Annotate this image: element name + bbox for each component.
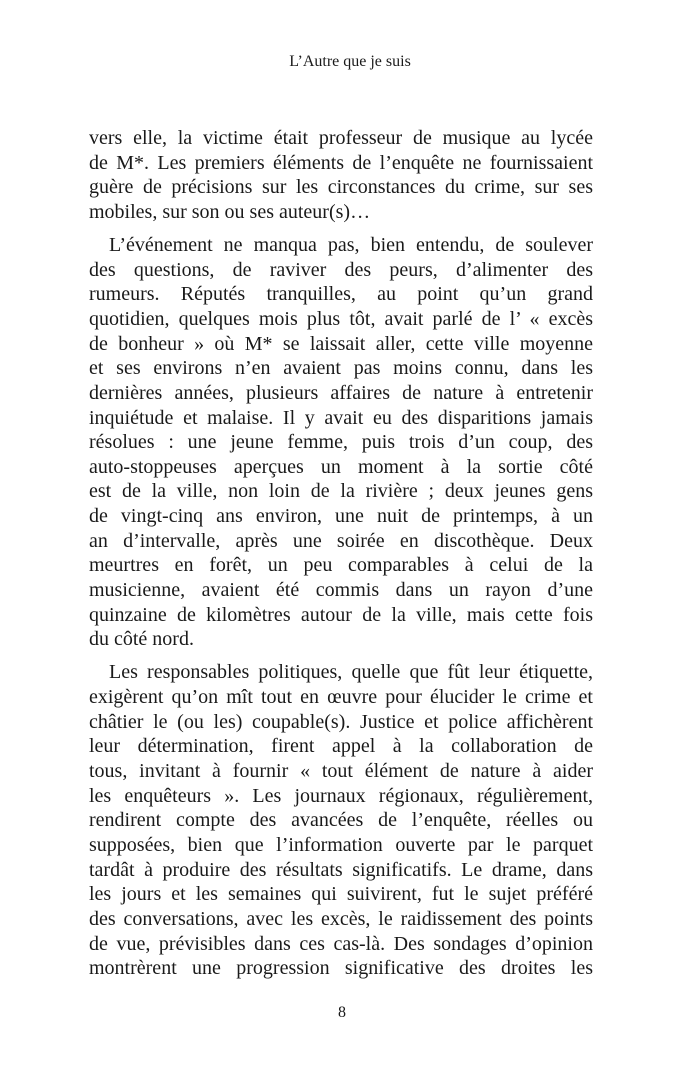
text-line: les jours et les semaines qui suivirent, fut le sujet préféré xyxy=(89,883,593,906)
text-line: leur détermination, firent appel à la collaboration de xyxy=(89,735,593,758)
text-line: musicienne, avaient été commis dans un rayon d’une xyxy=(89,579,593,602)
text-line: Les responsables politiques, quelle que fût leur étiquette, xyxy=(109,661,593,684)
text-line: les enquêteurs ». Les journaux régionaux, régulièrement, xyxy=(89,784,593,807)
text-line: de vingt-cinq ans environ, une nuit de printemps, à un xyxy=(89,505,593,528)
text-line: quotidien, quelques mois plus tôt, avait parlé de l’ « excès xyxy=(89,307,593,330)
text-line: meurtres en forêt, un peu comparables à celui de la xyxy=(89,554,593,577)
text-line: rendirent compte des avancées de l’enquête, réelles ou xyxy=(89,809,593,832)
text-line: tardât à produire des résultats significatifs. Le drame, dans xyxy=(89,858,593,881)
running-title: L’Autre que je suis xyxy=(289,53,411,70)
body-text xyxy=(89,126,593,989)
text-line: mobiles, sur son ou ses auteur(s)… xyxy=(89,200,371,223)
paragraph xyxy=(89,126,593,225)
text-line: L’événement ne manqua pas, bien entendu, de soulever xyxy=(109,234,593,257)
page-number: 8 xyxy=(338,1004,346,1021)
text-line: de M*. Les premiers éléments de l’enquête ne fournissaient xyxy=(89,151,593,174)
text-line: et ses environs n’en avaient pas moins connu, dans les xyxy=(89,357,593,380)
text-line: guère de précisions sur les circonstances du crime, sur ses xyxy=(89,176,593,199)
text-line: des conversations, avec les excès, le raidissement des points xyxy=(89,907,593,930)
text-line: des questions, de raviver des peurs, d’alimenter des xyxy=(89,258,593,281)
text-line: résolues : une jeune femme, puis trois d’un coup, des xyxy=(89,431,593,454)
text-line: de bonheur » où M* se laissait aller, cette ville moyenne xyxy=(89,332,593,355)
text-line: du côté nord. xyxy=(89,628,194,651)
text-line: châtier le (ou les) coupable(s). Justice et police affichèrent xyxy=(89,710,593,733)
text-line: vers elle, la victime était professeur de musique au lycée xyxy=(89,127,593,149)
text-line: quinzaine de kilomètres autour de la ville, mais cette fois xyxy=(89,603,593,626)
paragraph xyxy=(89,233,593,652)
text-line: inquiétude et malaise. Il y avait eu des disparitions jamais xyxy=(89,406,593,429)
text-line: an d’intervalle, après une soirée en discothèque. Deux xyxy=(89,529,593,552)
text-line: auto-stoppeuses aperçues un moment à la sortie côté xyxy=(89,455,593,478)
text-line: dernières années, plusieurs affaires de nature à entretenir xyxy=(89,381,593,404)
paragraph xyxy=(89,660,593,980)
text-line: tous, invitant à fournir « tout élément de nature à aider xyxy=(89,760,593,783)
text-line: montrèrent une progression significative des droites les xyxy=(89,957,593,980)
text-line: exigèrent qu’on mît tout en œuvre pour élucider le crime et xyxy=(89,686,593,709)
text-line: est de la ville, non loin de la rivière ; deux jeunes gens xyxy=(89,480,593,503)
text-line: rumeurs. Réputés tranquilles, au point qu’un grand xyxy=(89,283,593,306)
text-line: supposées, bien que l’information ouverte par le parquet xyxy=(89,833,593,856)
text-line: de vue, prévisibles dans ces cas-là. Des sondages d’opinion xyxy=(89,932,593,955)
